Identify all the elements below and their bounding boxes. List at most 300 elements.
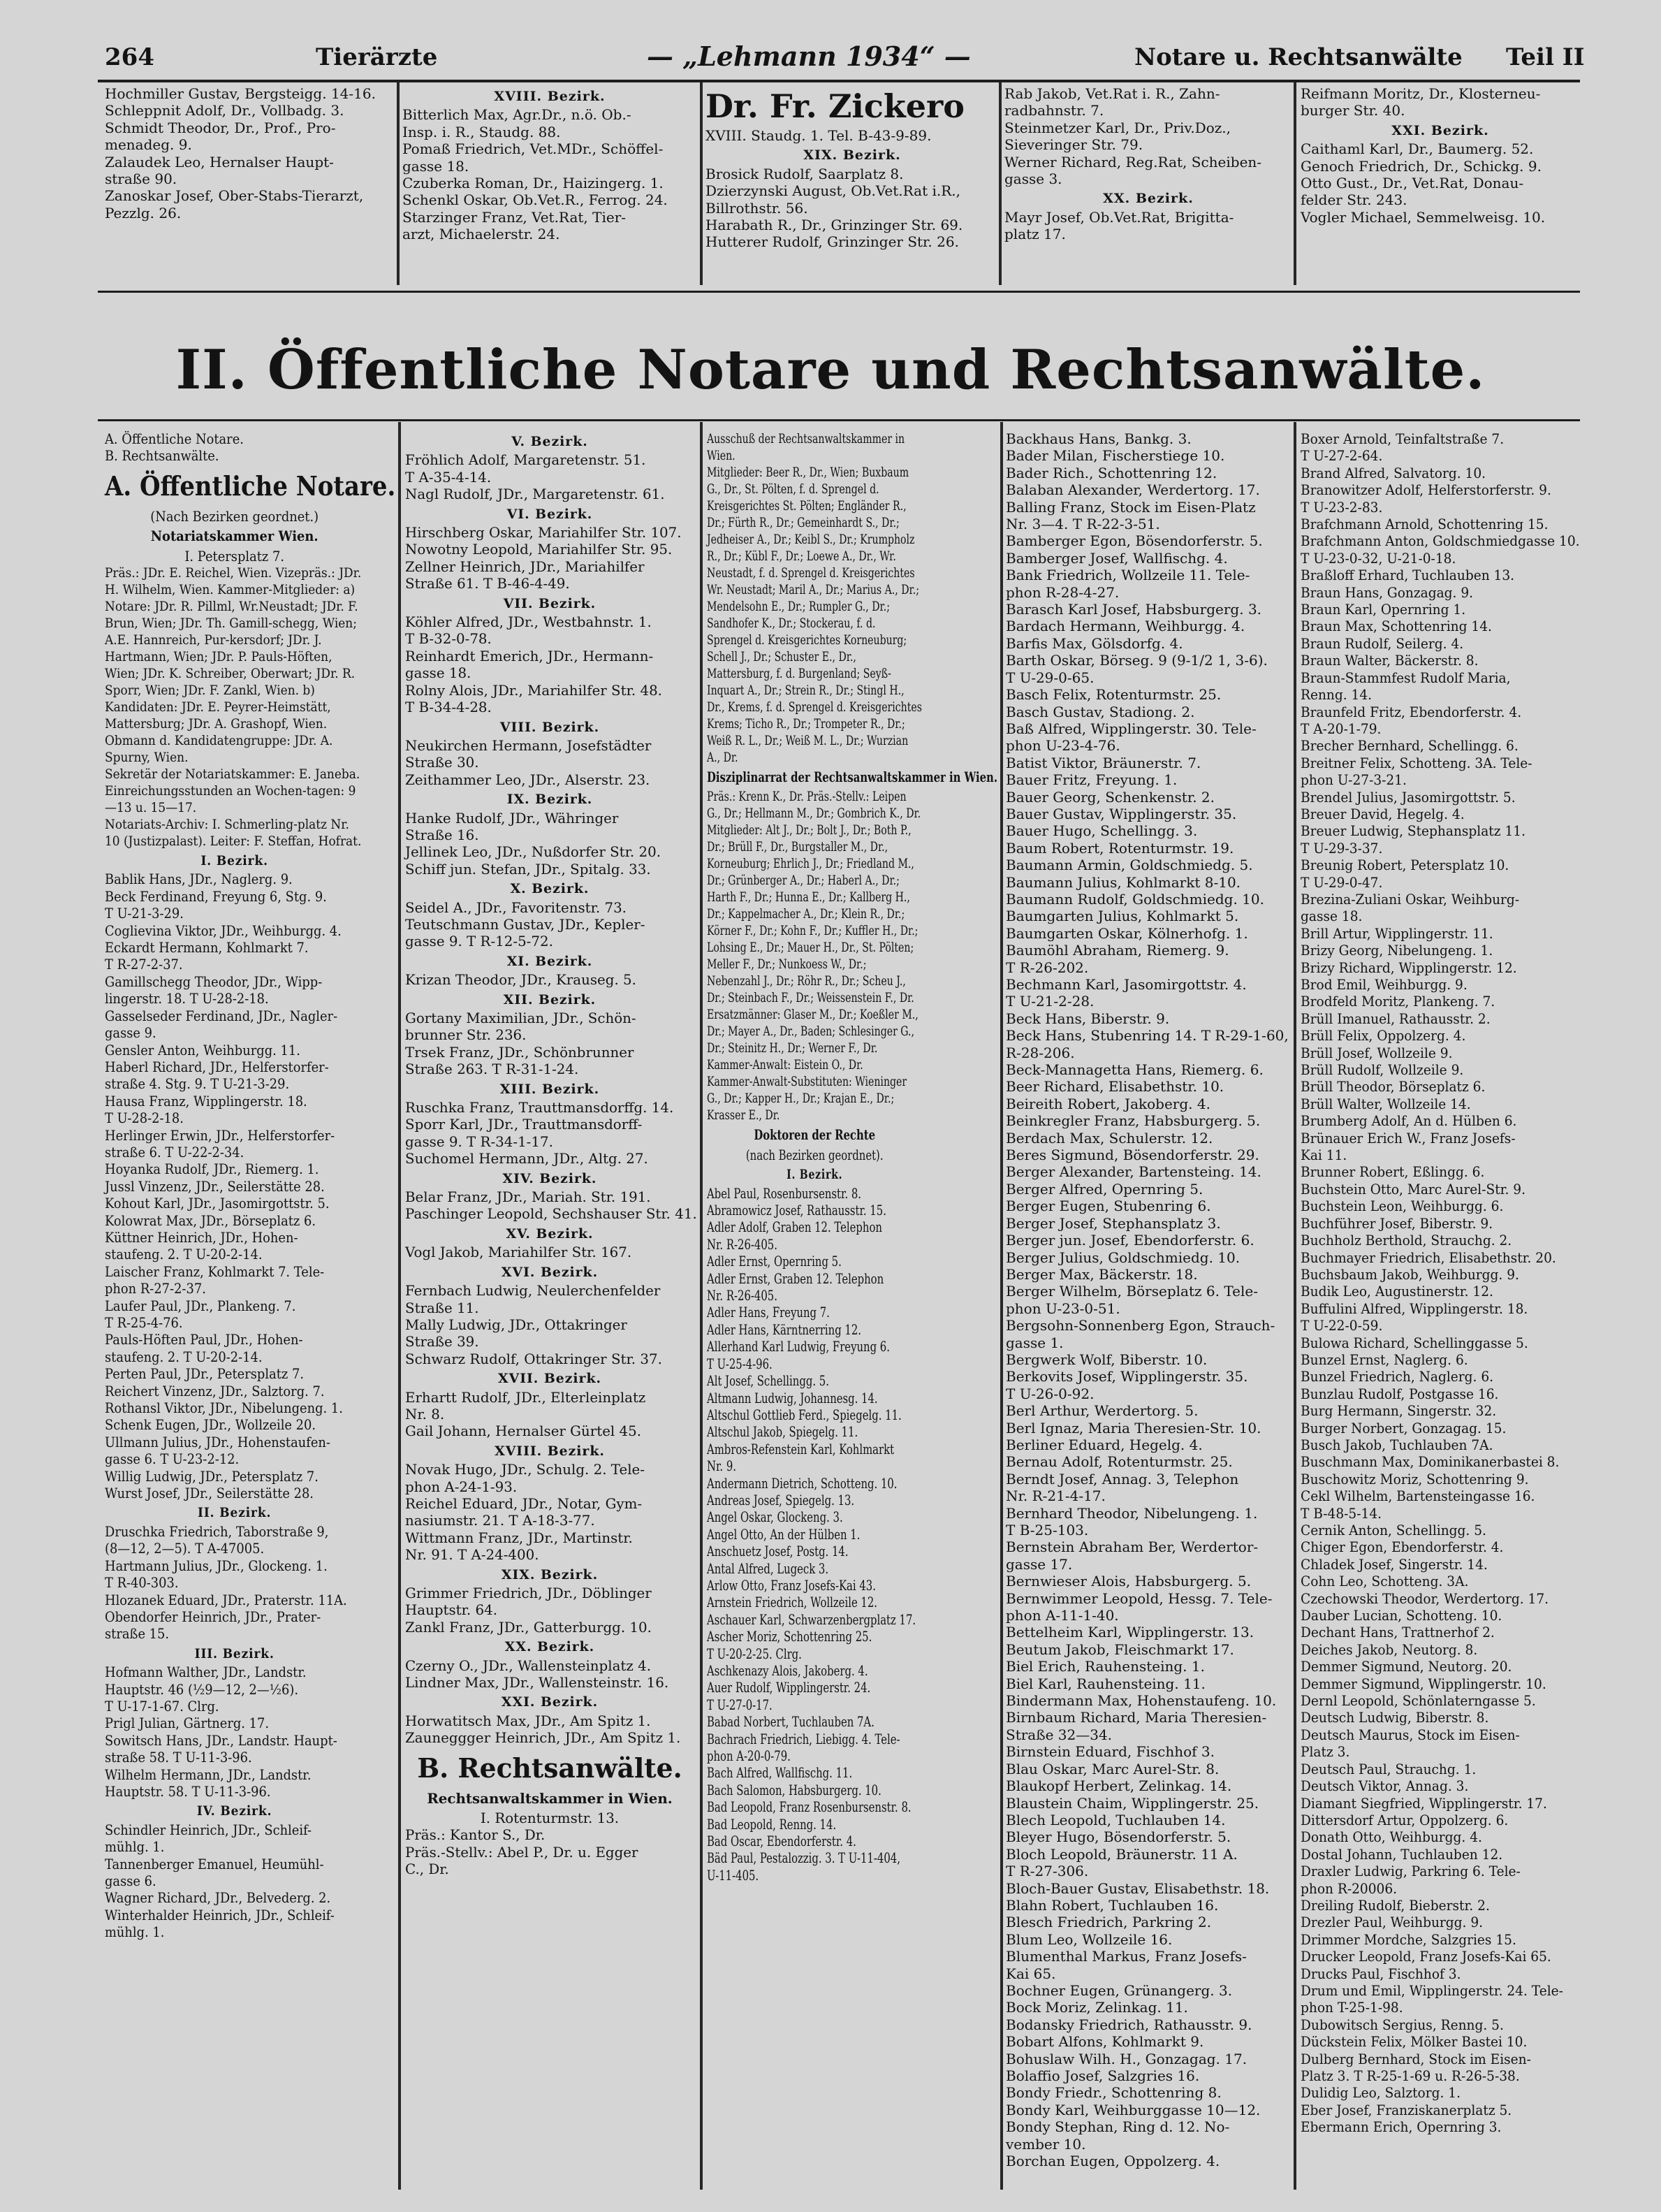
directory-entry: Werner Richard, Reg.Rat, Scheiben- xyxy=(1004,153,1262,170)
directory-entry: Bad Leopold, Renng. 14. xyxy=(707,1815,837,1833)
directory-entry: Straße 16. xyxy=(405,826,479,843)
directory-entry: Buchholz Berthold, Strauchg. 2. xyxy=(1301,1232,1512,1249)
directory-entry: T U-29-3-37. xyxy=(1301,839,1383,857)
directory-entry: Baumöhl Abraham, Riemerg. 9. xyxy=(1006,942,1229,959)
directory-entry: Nr. 9. xyxy=(707,1457,737,1475)
directory-entry: Bleyer Hugo, Bösendorferstr. 5. xyxy=(1006,1828,1231,1846)
directory-entry: Bobart Alfons, Kohlmarkt 9. xyxy=(1006,2033,1204,2051)
directory-entry: Brand Alfred, Salvatorg. 10. xyxy=(1301,464,1486,481)
directory-entry: phon A-20-0-79. xyxy=(707,1747,791,1765)
directory-entry: Brüll Imanuel, Rathausstr. 2. xyxy=(1301,1010,1491,1027)
directory-entry: Billrothstr. 56. xyxy=(705,199,808,217)
directory-entry: Alt Josef, Schellingg. 5. xyxy=(707,1372,829,1390)
directory-entry: Altmann Ludwig, Johannesg. 14. xyxy=(707,1389,878,1406)
subsection-title: Doktoren der Rechte xyxy=(754,1126,876,1144)
directory-entry: Beer Richard, Elisabethstr. 10. xyxy=(1006,1078,1224,1096)
directory-entry: Dulberg Bernhard, Stock im Eisen- xyxy=(1301,2050,1531,2067)
directory-entry: Ullmann Julius, JDr., Hohenstaufen- xyxy=(105,1433,330,1450)
directory-entry: Auer Rudolf, Wipplingerstr. 24. xyxy=(707,1679,871,1696)
directory-entry: Brüll Walter, Wollzeile 14. xyxy=(1301,1095,1471,1112)
directory-entry: Reichert Vinzenz, JDr., Salztorg. 7. xyxy=(105,1382,325,1399)
directory-entry: Bulowa Richard, Schellinggasse 5. xyxy=(1301,1334,1528,1351)
directory-entry: nasiumstr. 21. T A-18-3-77. xyxy=(405,1512,595,1529)
directory-entry: T U-27-2-64. xyxy=(1301,447,1383,465)
directory-entry: Straße 263. T R-31-1-24. xyxy=(405,1061,579,1078)
directory-entry: Babad Norbert, Tuchlauben 7A. xyxy=(707,1713,875,1731)
directory-entry: Deutsch Paul, Strauchg. 1. xyxy=(1301,1760,1477,1777)
directory-entry: Bardach Hermann, Weihburgg. 4. xyxy=(1006,618,1245,635)
column-divider xyxy=(397,82,400,285)
directory-entry: T B-32-0-78. xyxy=(405,630,492,648)
directory-entry: Willig Ludwig, JDr., Petersplatz 7. xyxy=(105,1467,319,1485)
directory-entry: Brizy Richard, Wipplingerstr. 12. xyxy=(1301,959,1517,976)
directory-entry: Dulidig Leo, Salztorg. 1. xyxy=(1301,2084,1461,2102)
directory-entry: Ebermann Erich, Opernring 3. xyxy=(1301,2118,1502,2136)
directory-entry: Baumann Julius, Kohlmarkt 8-10. xyxy=(1006,873,1241,891)
chamber-paragraph: Obmann d. Kandidatengruppe: JDr. A. Spurny, Wien. xyxy=(105,733,333,766)
section-rule xyxy=(98,419,1580,421)
directory-entry: Bunzlau Rudolf, Postgasse 16. xyxy=(1301,1385,1499,1402)
directory-entry: burger Str. 40. xyxy=(1301,102,1405,119)
directory-entry: Berger Julius, Goldschmiedg. 10. xyxy=(1006,1249,1241,1266)
district-heading: XXI. Bezirk. xyxy=(1391,122,1489,138)
directory-entry: Trsek Franz, JDr., Schönbrunner xyxy=(405,1043,634,1061)
directory-entry: Arnstein Friedrich, Wollzeile 12. xyxy=(707,1594,878,1611)
directory-entry: Ruschka Franz, Trauttmansdorffg. 14. xyxy=(405,1099,674,1116)
directory-entry: Dernl Leopold, Schönlaterngasse 5. xyxy=(1301,1692,1536,1710)
directory-entry: Adler Hans, Kärntnerring 12. xyxy=(707,1320,862,1338)
directory-entry: T B-48-5-14. xyxy=(1301,1504,1382,1522)
directory-entry: Otto Gust., Dr., Vet.Rat, Donau- xyxy=(1301,175,1524,192)
directory-entry: Druschka Friedrich, Taborstraße 9, xyxy=(105,1522,329,1540)
directory-entry: Laischer Franz, Kohlmarkt 7. Tele- xyxy=(105,1263,325,1280)
directory-entry: Batist Viktor, Bräunerstr. 7. xyxy=(1006,754,1201,771)
directory-entry: Breunig Robert, Petersplatz 10. xyxy=(1301,857,1509,874)
directory-entry: Allerhand Karl Ludwig, Freyung 6. xyxy=(707,1338,890,1355)
directory-entry: arzt, Michaelerstr. 24. xyxy=(402,226,560,243)
directory-entry: Buffulini Alfred, Wipplingerstr. 18. xyxy=(1301,1300,1528,1317)
top-column-2 xyxy=(402,85,697,243)
directory-entry: Fröhlich Adolf, Margaretenstr. 51. xyxy=(405,451,646,469)
directory-entry: Bamberger Egon, Bösendorferstr. 5. xyxy=(1006,532,1263,550)
directory-entry: Drucker Leopold, Franz Josefs-Kai 65. xyxy=(1301,1948,1551,1965)
directory-entry: Dreiling Rudolf, Bieberstr. 2. xyxy=(1301,1896,1490,1914)
directory-entry: Beck Hans, Biberstr. 9. xyxy=(1006,1010,1170,1027)
directory-entry: R-28-206. xyxy=(1006,1044,1075,1061)
directory-entry: Paschinger Leopold, Sechshauser Str. 41. xyxy=(405,1205,697,1223)
directory-entry: T R-27-2-37. xyxy=(105,956,183,973)
directory-entry: T U-21-2-28. xyxy=(1006,993,1095,1010)
directory-entry: Beck-Mannagetta Hans, Riemerg. 6. xyxy=(1006,1061,1264,1079)
directory-entry: straße 15. xyxy=(105,1625,170,1643)
district-heading: XX. Bezirk. xyxy=(1103,191,1194,207)
directory-entry: Angel Otto, An der Hülben 1. xyxy=(707,1525,861,1543)
directory-entry: Brod Emil, Weihburgg. 9. xyxy=(1301,976,1468,993)
directory-entry: Gail Johann, Hernalser Gürtel 45. xyxy=(405,1422,642,1440)
directory-entry: Berger Alexander, Bartensteing. 14. xyxy=(1006,1163,1261,1181)
directory-entry: Bernstein Abraham Ber, Werdertor- xyxy=(1006,1538,1259,1556)
column-divider xyxy=(999,82,1002,285)
directory-entry: Basch Felix, Rotenturmstr. 25. xyxy=(1006,686,1222,704)
directory-entry: Drum und Emil, Wipplingerstr. 24. Tele- xyxy=(1301,1981,1563,1999)
directory-entry: Deiches Jakob, Neutorg. 8. xyxy=(1301,1640,1478,1658)
chamber-paragraph: Sekretär der Notariatskammer: E. Janeba. xyxy=(105,766,360,783)
directory-entry: T U-21-3-29. xyxy=(105,905,184,922)
directory-entry: gasse 9. xyxy=(105,1024,156,1042)
directory-entry: Baumann Rudolf, Goldschmiedg. 10. xyxy=(1006,890,1264,908)
directory-entry: Blum Leo, Wollzeile 16. xyxy=(1006,1930,1173,1948)
directory-entry: Rothansl Viktor, JDr., Nibelungeng. 1. xyxy=(105,1399,343,1417)
council-paragraph: Kammer-Anwalt-Substituten: Wieninger G., Dr.; Kapper H., Dr.; Krajan E., Dr.; Krasser E., Dr. xyxy=(707,1074,907,1123)
directory-entry: T R-26-202. xyxy=(1006,959,1089,976)
directory-entry: Demmer Sigmund, Wipplingerstr. 10. xyxy=(1301,1675,1546,1692)
column-1 xyxy=(105,430,396,1941)
directory-entry: Drucks Paul, Fischhof 3. xyxy=(1301,1965,1461,1982)
directory-entry: T U-17-1-67. Clrg. xyxy=(105,1697,219,1715)
directory-entry: Andermann Dietrich, Schotteng. 10. xyxy=(707,1474,898,1492)
main-title: II. Öffentliche Notare und Rechtsanwälte. xyxy=(175,338,1486,402)
directory-entry: Harabath R., Dr., Grinzinger Str. 69. xyxy=(705,217,963,234)
directory-entry: Braun Walter, Bäckerstr. 8. xyxy=(1301,652,1479,669)
directory-entry: Schleppnit Adolf, Dr., Vollbadg. 3. xyxy=(105,102,344,119)
directory-entry: Bindermann Max, Hohenstaufeng. 10. xyxy=(1006,1692,1277,1710)
directory-entry: Tannenberger Emanuel, Heumühl- xyxy=(105,1855,324,1872)
directory-entry: phon T-25-1-98. xyxy=(1301,1999,1403,2016)
directory-entry: Berger Max, Bäckerstr. 18. xyxy=(1006,1265,1198,1283)
directory-entry: T U-22-0-59. xyxy=(1301,1317,1383,1334)
directory-entry: Vogler Michael, Semmelweisg. 10. xyxy=(1301,208,1546,226)
directory-entry: Blau Oskar, Marc Aurel-Str. 8. xyxy=(1006,1760,1220,1777)
directory-entry: Brüll Josef, Wollzeile 9. xyxy=(1301,1044,1453,1061)
directory-entry: phon R-20006. xyxy=(1301,1879,1398,1897)
directory-entry: Bach Salomon, Habsburgerg. 10. xyxy=(707,1781,881,1798)
directory-entry: Haberl Richard, JDr., Helferstorfer- xyxy=(105,1058,329,1075)
directory-entry: Teutschmann Gustav, JDr., Kepler- xyxy=(405,915,645,933)
district-heading: VIII. Bezirk. xyxy=(499,719,600,735)
directory-entry: Dauber Lucian, Schotteng. 10. xyxy=(1301,1607,1502,1624)
top-column-1 xyxy=(105,85,397,221)
column-divider xyxy=(1294,82,1296,285)
directory-entry: Buschowitz Moriz, Schottenring 9. xyxy=(1301,1470,1529,1487)
chamber-paragraph: Einreichungsstunden an Wochen-tagen: 9—13 u. 15—17. xyxy=(105,783,356,816)
directory-entry: Altschul Jakob, Spiegelg. 11. xyxy=(707,1423,858,1441)
directory-entry: gasse 9. T R-34-1-17. xyxy=(405,1133,553,1150)
directory-entry: Aschkenazy Alois, Jakoberg. 4. xyxy=(707,1662,868,1679)
directory-entry: T U-23-0-32, U-21-0-18. xyxy=(1301,549,1456,567)
directory-entry: T U-28-2-18. xyxy=(105,1109,184,1127)
section-subtitle: (Nach Bezirken geordnet.) xyxy=(150,507,319,525)
directory-entry: Kai 65. xyxy=(1006,1965,1056,1982)
directory-entry: Brüll Rudolf, Wollzeile 9. xyxy=(1301,1061,1464,1079)
directory-entry: Deutsch Maurus, Stock im Eisen- xyxy=(1301,1726,1520,1743)
directory-entry: Gamillschegg Theodor, JDr., Wipp- xyxy=(105,973,323,990)
directory-entry: Mayr Josef, Ob.Vet.Rat, Brigitta- xyxy=(1004,208,1234,226)
directory-entry: Lindner Max, JDr., Wallensteinstr. 16. xyxy=(405,1674,669,1691)
directory-entry: Czerny O., JDr., Wallensteinplatz 4. xyxy=(405,1657,651,1674)
directory-entry: Zalaudek Leo, Hernalser Haupt- xyxy=(105,153,334,170)
directory-entry: mühlg. 1. xyxy=(105,1838,165,1856)
directory-entry: Hauptstr. 64. xyxy=(405,1601,498,1619)
directory-entry: Basch Gustav, Stadiong. 2. xyxy=(1006,703,1195,720)
directory-entry: Barfis Max, Gölsdorfg. 4. xyxy=(1006,634,1183,652)
directory-entry: Draxler Ludwig, Parkring 6. Tele- xyxy=(1301,1863,1521,1880)
directory-entry: Hoyanka Rudolf, JDr., Riemerg. 1. xyxy=(105,1160,319,1178)
directory-entry: Renng. 14. xyxy=(1301,686,1373,704)
directory-entry: Nr. R-26-405. xyxy=(707,1235,777,1253)
directory-entry: Adler Adolf, Graben 12. Telephon xyxy=(707,1218,882,1236)
directory-entry: Berdach Max, Schulerstr. 12. xyxy=(1006,1129,1213,1147)
directory-entry: Braun Max, Schottenring 14. xyxy=(1301,618,1492,635)
directory-entry: Barasch Karl Josef, Habsburgerg. 3. xyxy=(1006,601,1262,618)
directory-entry: gasse 3. xyxy=(1004,170,1062,188)
directory-entry: Bernau Adolf, Rotenturmstr. 25. xyxy=(1006,1453,1233,1471)
committee-title: Ausschuß der Rechtsanwaltskammer in Wien. xyxy=(707,431,905,463)
directory-entry: Birnbaum Richard, Maria Theresien- xyxy=(1006,1709,1267,1726)
directory-entry: Erhartt Rudolf, JDr., Elterleinplatz xyxy=(405,1388,646,1406)
directory-entry: Braunfeld Fritz, Ebendorferstr. 4. xyxy=(1301,703,1522,720)
directory-entry: Blumenthal Markus, Franz Josefs- xyxy=(1006,1948,1247,1965)
directory-entry: Bunzel Friedrich, Naglerg. 6. xyxy=(1301,1368,1494,1385)
directory-entry: Nr. 8. xyxy=(405,1405,445,1422)
directory-entry: Deutsch Viktor, Annag. 3. xyxy=(1301,1777,1469,1795)
directory-entry: Seidel A., JDr., Favoritenstr. 73. xyxy=(405,898,627,916)
directory-entry: Berliner Eduard, Hegelg. 4. xyxy=(1006,1436,1203,1453)
directory-entry: Jellinek Leo, JDr., Nußdorfer Str. 20. xyxy=(405,843,661,861)
directory-entry: Breuer Ludwig, Stephansplatz 11. xyxy=(1301,822,1525,840)
committee-members: Mitglieder: Beer R., Dr., Wien; Buxbaum G., Dr., St. Pölten, f. d. Sprengel d. Kreisgerichtes St. Pölten; Engländer R., Dr.; Fürth R., Dr.; Gemeinhardt S., Dr.; Jedheiser A., Dr.; Keibl S., Dr.; Krumpholz R., Dr.; Kübl F., Dr.; Loewe A., Dr., Wr. Neustadt, f. d. Sprengel d. Kreisgerichtes Wr. Neustadt; Maril A., Dr.; Marius A., Dr.; Mendelsohn E., Dr.; Rumpler G., Dr.; Sandhofer K., Dr.; Stockerau, f. d. Sprengel d. Kreisgerichtes Korneuburg; Schell J., Dr.; Schuster E., Dr., Mattersburg, f. d. Burgenland; Seyß-Inquart A., Dr.; Strein R., Dr.; Stingl H., Dr., Krems, f. d. Sprengel d. Kreisgerichtes Krems; Ticho R., Dr.; Trompeter R., Dr.; Weiß R. L., Dr.; Weiß M. L., Dr.; Wurzian A., Dr. xyxy=(707,465,922,765)
directory-entry: Brendel Julius, Jasomirgottstr. 5. xyxy=(1301,788,1516,806)
directory-entry: Bloch Leopold, Bräunerstr. 11 A. xyxy=(1006,1845,1238,1863)
council-title: Disziplinarrat der Rechtsanwaltskammer in Wien. xyxy=(707,769,997,785)
directory-entry: T U-20-2-25. Clrg. xyxy=(707,1645,802,1662)
column-divider xyxy=(700,82,703,285)
directory-entry: U-11-405. xyxy=(707,1866,759,1884)
directory-entry: Schmidt Theodor, Dr., Prof., Pro- xyxy=(105,119,336,136)
directory-entry: Bauer Gustav, Wipplingerstr. 35. xyxy=(1006,805,1237,822)
directory-entry: Angel Oskar, Glockeng. 3. xyxy=(707,1508,843,1526)
directory-entry: Kohout Karl, JDr., Jasomirgottstr. 5. xyxy=(105,1195,330,1212)
directory-entry: Zauneggger Heinrich, JDr., Am Spitz 1. xyxy=(405,1729,681,1747)
directory-entry: T A-20-1-79. xyxy=(1301,720,1382,737)
column-2 xyxy=(405,430,697,1878)
district-heading: XIX. Bezirk. xyxy=(501,1566,599,1582)
directory-entry: Donath Otto, Weihburgg. 4. xyxy=(1301,1828,1482,1846)
district-heading: X. Bezirk. xyxy=(510,881,590,897)
directory-entry: Brizy Georg, Nibelungeng. 1. xyxy=(1301,942,1493,959)
district-heading: XIX. Bezirk. xyxy=(803,147,901,163)
top-column-5 xyxy=(1301,85,1580,226)
directory-entry: gasse 6. xyxy=(105,1872,156,1889)
directory-entry: Cohn Leo, Schotteng. 3A. xyxy=(1301,1573,1469,1590)
directory-entry: Zeithammer Leo, JDr., Alserstr. 23. xyxy=(405,771,650,788)
directory-entry: Bäd Paul, Pestalozzig. 3. T U-11-404, xyxy=(707,1849,900,1867)
directory-entry: Braun Rudolf, Seilerg. 4. xyxy=(1301,634,1464,652)
directory-entry: Buschmann Max, Dominikanerbastei 8. xyxy=(1301,1453,1560,1471)
directory-entry: Brumberg Adolf, An d. Hülben 6. xyxy=(1301,1112,1517,1130)
district-heading: I. Bezirk. xyxy=(200,853,268,869)
directory-entry: Demmer Sigmund, Neutorg. 20. xyxy=(1301,1658,1512,1675)
chamber-paragraph: C., Dr. xyxy=(405,1861,449,1878)
directory-entry: gasse 1. xyxy=(1006,1334,1064,1351)
directory-entry: Berl Arthur, Werdertorg. 5. xyxy=(1006,1402,1199,1420)
directory-entry: Biel Erich, Rauhensteing. 1. xyxy=(1006,1658,1205,1675)
chamber-address: I. Rotenturmstr. 13. xyxy=(480,1810,620,1827)
directory-entry: Anschuetz Josef, Postg. 14. xyxy=(707,1543,849,1560)
directory-entry: Bochner Eugen, Grünangerg. 3. xyxy=(1006,1981,1233,1999)
directory-entry: Schindler Heinrich, JDr., Schleif- xyxy=(105,1821,312,1838)
chamber-members: Präs.: JDr. E. Reichel, Wien. Vizepräs.: JDr. H. Wilhelm, Wien. Kammer-Mitglieder: a) Notare: JDr. R. Pillml, Wr.Neustadt; JDr. F. Brun, Wien; JDr. Th. Gamill-schegg, Wien; A.E. Hannreich, Pur-kersdorf; JDr. J. Hartmann, Wien; JDr. P. Pauls-Höften, Wien; JDr. K. Schreiber, Oberwart; JDr. R. Sporr, Wien; JDr. F. Zankl, Wien. b) Kandidaten: JDr. E. Peyrer-Heimstätt, Mattersburg; JDr. A. Grashopf, Wien. xyxy=(105,565,362,732)
directory-entry: Berndt Josef, Annag. 3, Telephon xyxy=(1006,1470,1239,1487)
directory-entry: Sieveringer Str. 79. xyxy=(1004,136,1143,154)
directory-entry: Drezler Paul, Weihburgg. 9. xyxy=(1301,1914,1484,1931)
directory-entry: Adler Hans, Freyung 7. xyxy=(707,1304,830,1321)
directory-entry: Beres Sigmund, Bösendorferstr. 29. xyxy=(1006,1147,1259,1164)
directory-entry: Baumgarten Oskar, Kölnerhofg. 1. xyxy=(1006,924,1248,942)
directory-entry: Brunner Robert, Eßlingg. 6. xyxy=(1301,1163,1485,1181)
district-heading: XVII. Bezirk. xyxy=(498,1371,602,1387)
directory-entry: Abramowicz Josef, Rathausstr. 15. xyxy=(707,1202,886,1219)
directory-entry: menadeg. 9. xyxy=(105,136,192,154)
directory-entry: Straße 32—34. xyxy=(1006,1726,1113,1743)
directory-entry: Budik Leo, Augustinerstr. 12. xyxy=(1301,1283,1493,1300)
directory-entry: Hauptstr. 58. T U-11-3-96. xyxy=(105,1782,271,1800)
directory-entry: Hutterer Rudolf, Grinzinger Str. 26. xyxy=(705,233,959,251)
directory-entry: Schenkl Oskar, Ob.Vet.R., Ferrog. 24. xyxy=(402,191,668,209)
page-number: 264 xyxy=(105,43,154,71)
directory-entry: Rab Jakob, Vet.Rat i. R., Zahn- xyxy=(1004,85,1220,102)
district-heading: VII. Bezirk. xyxy=(503,595,597,611)
directory-entry: Dubowitsch Sergius, Renng. 5. xyxy=(1301,2016,1504,2033)
directory-entry: T U-26-0-92. xyxy=(1006,1385,1095,1402)
directory-entry: Beireith Robert, Jakoberg. 4. xyxy=(1006,1095,1210,1112)
directory-entry: Brosick Rudolf, Saarplatz 8. xyxy=(705,165,904,182)
directory-entry: T B-34-4-28. xyxy=(405,699,492,716)
directory-entry: Berger Alfred, Opernring 5. xyxy=(1006,1180,1203,1198)
directory-entry: Bohuslaw Wilh. H., Gonzagag. 17. xyxy=(1006,2050,1247,2067)
directory-entry: Belar Franz, JDr., Mariah. Str. 191. xyxy=(405,1188,651,1206)
chamber-paragraph: Präs.-Stellv.: Abel P., Dr. u. Egger xyxy=(405,1843,638,1861)
directory-entry: Dechant Hans, Trattnerhof 2. xyxy=(1301,1624,1495,1641)
directory-entry: Gortany Maximilian, JDr., Schön- xyxy=(405,1010,636,1026)
directory-entry: T A-35-4-14. xyxy=(405,468,492,486)
directory-entry: Brüll Felix, Oppolzerg. 4. xyxy=(1301,1027,1466,1045)
directory-entry: Dittersdorf Artur, Oppolzerg. 6. xyxy=(1301,1811,1509,1828)
directory-entry: Wagner Richard, JDr., Belvederg. 2. xyxy=(105,1889,331,1907)
directory-entry: Diamant Siegfried, Wipplingerstr. 17. xyxy=(1301,1794,1547,1812)
directory-entry: Nowotny Leopold, Mariahilfer Str. 95. xyxy=(405,541,673,558)
directory-entry: Bernwieser Alois, Habsburgerg. 5. xyxy=(1006,1573,1252,1590)
directory-entry: Genoch Friedrich, Dr., Schickg. 9. xyxy=(1301,157,1542,175)
directory-entry: Chiger Egon, Ebendorferstr. 4. xyxy=(1301,1538,1504,1556)
directory-entry: Zanoskar Josef, Ober-Stabs-Tierarzt, xyxy=(105,187,364,205)
directory-entry: Bondy Karl, Weihburggasse 10—12. xyxy=(1006,2101,1261,2118)
district-heading: XXI. Bezirk. xyxy=(501,1694,599,1710)
district-heading: II. Bezirk. xyxy=(198,1505,272,1521)
directory-entry: Reifmann Moritz, Dr., Klosterneu- xyxy=(1301,85,1541,102)
directory-entry: Boxer Arnold, Teinfaltstraße 7. xyxy=(1301,430,1505,447)
directory-entry: Brafchmann Anton, Goldschmiedgasse 10. xyxy=(1301,532,1580,550)
directory-entry: Barth Oskar, Börseg. 9 (9-1/2 1, 3-6). xyxy=(1006,652,1268,669)
directory-entry: Straße 61. T B-46-4-49. xyxy=(405,575,570,592)
directory-entry: Zankl Franz, JDr., Gatterburgg. 10. xyxy=(405,1618,652,1636)
council-members: Präs.: Krenn K., Dr. Präs.-Stellv.: Leipen G., Dr.; Hellmann M., Dr.; Gombrich K., Dr. Mitglieder: Alt J., Dr.; Bolt J., Dr.; Both P., Dr.; Brüll F., Dr., Burgstaller M., Dr., Korneuburg; Ehrlich J., Dr.; Friedland M., Dr.; Grünberger A., Dr.; Haberl A., Dr.; Harth F., Dr.; Hunna E., Dr.; Kallberg H., Dr.; Kappelmacher A., Dr.; Klein R., Dr.; Körner F., Dr.; Kohn F., Dr.; Kuffler H., Dr.; Lohsing E., Dr.; Mauer H., Dr., St. Pölten; Meller F., Dr.; Nunkoess W., Dr.; Nebenzahl J., Dr.; Röhr R., Dr.; Scheu J., Dr.; Steinbach F., Dr.; Weissenstein F., Dr. xyxy=(707,789,921,1006)
directory-entry: Nr. 91. T A-24-400. xyxy=(405,1546,539,1564)
directory-entry: Abel Paul, Rosenbursenstr. 8. xyxy=(707,1184,862,1202)
directory-entry: Drimmer Mordche, Salzgries 15. xyxy=(1301,1930,1516,1948)
directory-entry: phon U-23-0-51. xyxy=(1006,1300,1120,1317)
directory-entry: Baß Alfred, Wipplingerstr. 30. Tele- xyxy=(1006,720,1257,737)
directory-entry: Bettelheim Karl, Wipplingerstr. 13. xyxy=(1006,1624,1254,1641)
directory-entry: brunner Str. 236. xyxy=(405,1026,527,1044)
directory-entry: Straße 30. xyxy=(405,754,479,771)
toc-entry: B. Rechtsanwälte. xyxy=(105,447,219,465)
header-center-title: — „Lehmann 1934“ — xyxy=(647,41,971,72)
directory-entry: Prigl Julian, Gärtnerg. 17. xyxy=(105,1715,270,1732)
district-heading: XII. Bezirk. xyxy=(503,991,597,1007)
directory-entry: Steinmetzer Karl, Dr., Priv.Doz., xyxy=(1004,119,1231,136)
directory-entry: Bock Moriz, Zelinkag. 11. xyxy=(1006,1999,1188,2016)
directory-entry: Balaban Alexander, Werdertorg. 17. xyxy=(1006,481,1260,499)
directory-entry: Schwarz Rudolf, Ottakringer Str. 37. xyxy=(405,1350,662,1367)
district-heading: IX. Bezirk. xyxy=(506,792,593,808)
directory-entry: Altschul Gottlieb Ferd., Spiegelg. 11. xyxy=(707,1406,902,1423)
directory-entry: Bank Friedrich, Wollzeile 11. Tele- xyxy=(1006,567,1250,584)
directory-entry: Beck Hans, Stubenring 14. T R-29-1-60, xyxy=(1006,1027,1289,1045)
directory-entry: Wurst Josef, JDr., Seilerstätte 28. xyxy=(105,1485,314,1502)
directory-entry: Horwatitsch Max, JDr., Am Spitz 1. xyxy=(405,1712,651,1729)
directory-entry: platz 17. xyxy=(1004,226,1066,243)
directory-entry: Hanke Rudolf, JDr., Währinger xyxy=(405,809,619,827)
directory-entry: Novak Hugo, JDr., Schulg. 2. Tele- xyxy=(405,1461,645,1478)
directory-entry: Kai 11. xyxy=(1301,1147,1347,1164)
directory-entry: Wittmann Franz, JDr., Martinstr. xyxy=(405,1529,633,1546)
directory-entry: Backhaus Hans, Bankg. 3. xyxy=(1006,430,1192,447)
directory-entry: Czechowski Theodor, Werdertorg. 17. xyxy=(1301,1589,1549,1607)
directory-entry: Mally Ludwig, JDr., Ottakringer xyxy=(405,1316,627,1333)
section-rule xyxy=(98,291,1580,293)
directory-entry: Bergwerk Wolf, Biberstr. 10. xyxy=(1006,1351,1208,1368)
directory-entry: Brodfeld Moritz, Plankeng. 7. xyxy=(1301,993,1495,1010)
toc-entry: A. Öffentliche Notare. xyxy=(105,430,244,447)
directory-entry: Brafchmann Arnold, Schottenring 15. xyxy=(1301,516,1549,533)
directory-entry: Schenk Eugen, JDr., Wollzeile 20. xyxy=(105,1416,316,1434)
directory-entry: Buchmayer Friedrich, Elisabethstr. 20. xyxy=(1301,1249,1556,1266)
directory-entry: Borchan Eugen, Oppolzerg. 4. xyxy=(1006,2153,1220,2170)
district-heading: XVIII. Bezirk. xyxy=(494,89,606,104)
directory-entry: Vogl Jakob, Mariahilfer Str. 167. xyxy=(405,1244,632,1261)
directory-entry: Nr. 3—4. T R-22-3-51. xyxy=(1006,516,1160,533)
directory-entry: phon U-23-4-76. xyxy=(1006,737,1120,755)
directory-entry: Straße 11. xyxy=(405,1299,479,1316)
directory-entry: Schiff jun. Stefan, JDr., Spitalg. 33. xyxy=(405,860,651,878)
directory-entry: Kolowrat Max, JDr., Börseplatz 6. xyxy=(105,1211,316,1229)
directory-entry: Bechmann Karl, Jasomirgottstr. 4. xyxy=(1006,976,1247,993)
district-heading: XVIII. Bezirk. xyxy=(495,1443,605,1459)
directory-entry: Bolaffio Josef, Salzgries 16. xyxy=(1006,2067,1200,2084)
directory-entry: Beck Ferdinand, Freyung 6, Stg. 9. xyxy=(105,887,327,905)
directory-entry: Eckardt Hermann, Kohlmarkt 7. xyxy=(105,939,309,956)
directory-entry: Neukirchen Hermann, Josefstädter xyxy=(405,736,652,754)
directory-entry: Berl Ignaz, Maria Theresien-Str. 10. xyxy=(1006,1419,1261,1436)
directory-entry: T U-29-0-47. xyxy=(1301,873,1383,891)
directory-entry: Balling Franz, Stock im Eisen-Platz xyxy=(1006,498,1256,516)
directory-entry: T R-25-4-76. xyxy=(105,1314,183,1331)
directory-entry: vember 10. xyxy=(1006,2135,1086,2153)
directory-entry: gasse 18. xyxy=(405,664,471,682)
directory-entry: Adler Ernst, Graben 12. Telephon xyxy=(707,1269,884,1287)
directory-entry: Köhler Alfred, JDr., Westbahnstr. 1. xyxy=(405,613,652,631)
directory-entry: Bernhard Theodor, Nibelungeng. 1. xyxy=(1006,1504,1258,1522)
